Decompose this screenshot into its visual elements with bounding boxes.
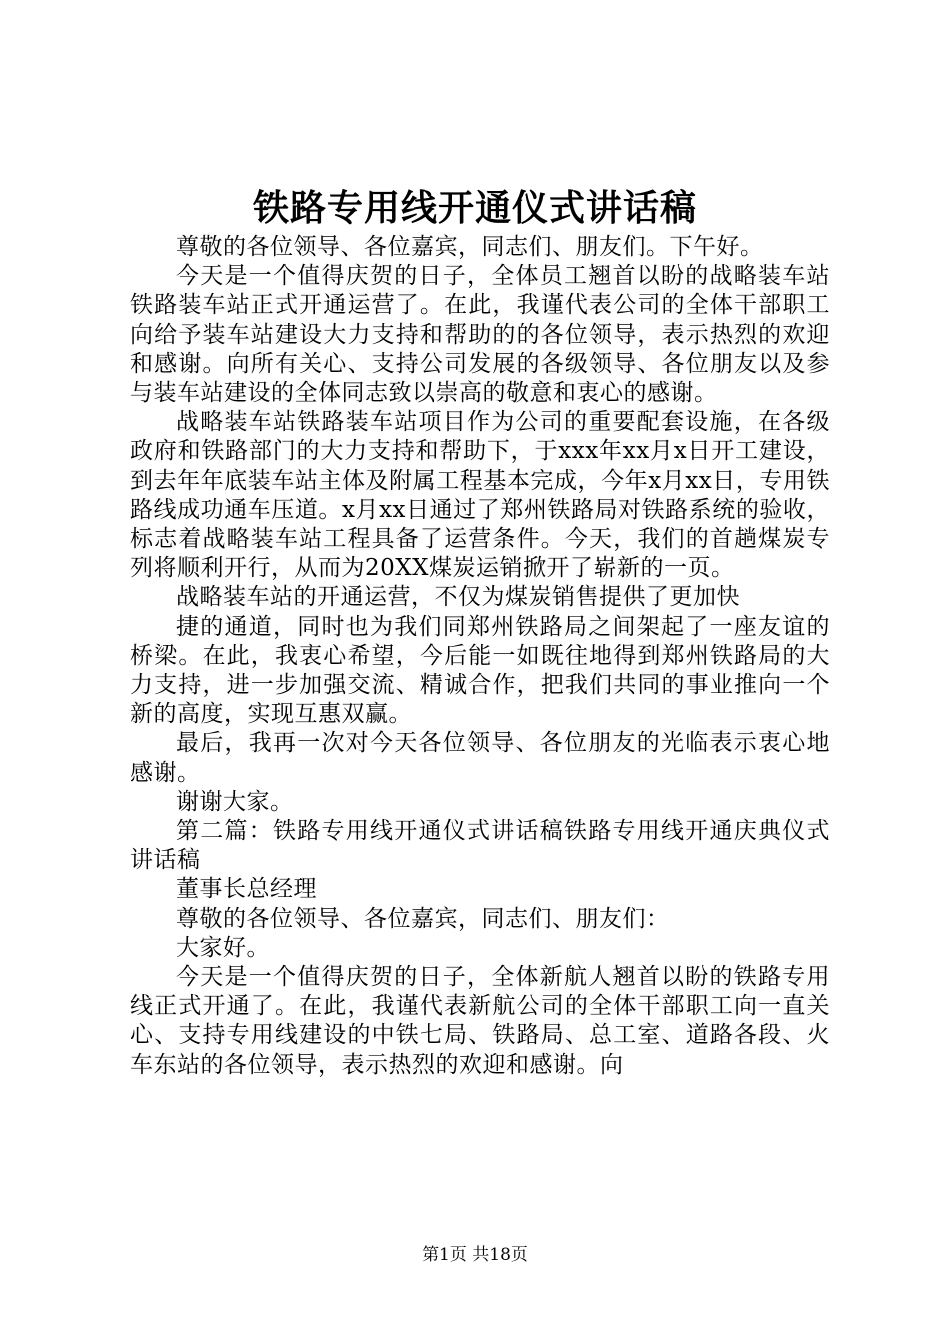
- paragraph-hello: 大家好。: [176, 934, 270, 961]
- paragraph-opening: 今天是一个值得庆贺的日子，全体员工翘首以盼的战略装车站铁路装车站正式开通运营了。在此，我谨代表公司的全体干部职工向给予装车站建设大力支持和帮助的的各位领导，表示热烈的欢迎和感谢。向所有关心、支持公司发展的各级领导、各位朋友以及参与装车站建设的全体同志致以崇高的敬意和衷心的感谢。: [130, 263, 830, 407]
- paragraph-speaker: 董事长总经理: [176, 876, 317, 903]
- document-body: [130, 233, 830, 1080]
- document-title: 铁路专用线开通仪式讲话稿: [252, 187, 697, 229]
- paragraph-second-opening: 今天是一个值得庆贺的日子，全体新航人翘首以盼的铁路专用线正式开通了。在此，我谨代表新航公司的全体干部职工向一直关心、支持专用线建设的中铁七局、铁路局、总工室、道路各段、火车东站的各位领导，表示热烈的欢迎和感谢。向: [130, 964, 830, 1078]
- paragraph-thank-all: 谢谢大家。: [176, 788, 294, 815]
- page-indicator: 第1页 共18页: [422, 1245, 528, 1265]
- paragraph-project: 战略装车站铁路装车站项目作为公司的重要配套设施，在各级政府和铁路部门的大力支持和帮助下，于xxx年xx月x日开工建设，到去年年底装车站主体及附属工程基本完成，今年x月xx日，专用铁路线成功通车压道。x月xx日通过了郑州铁路局对铁路系统的验收，标志着战略装车站工程具备了运营条件。今天，我们的首趟煤炭专列将顺利开行，从而为20XX煤炭运销掀开了崭新的一页。: [130, 409, 830, 582]
- paragraph-second-article-heading: 第二篇：铁路专用线开通仪式讲话稿铁路专用线开通庆典仪式讲话稿: [130, 818, 830, 874]
- paragraph-significance-cont: 捷的通道，同时也为我们同郑州铁路局之间架起了一座友谊的桥梁。在此，我衷心希望，今后能一如既往地得到郑州铁路局的大力支持，进一步加强交流、精诚合作，把我们共同的事业推向一个新的高度，实现互惠双赢。: [130, 613, 830, 728]
- paragraph-closing-thanks: 最后，我再一次对今天各位领导、各位朋友的光临表示衷心地感谢。: [130, 730, 830, 786]
- page-number-footer: [0, 1244, 950, 1266]
- paragraph-greeting: 尊敬的各位领导、各位嘉宾，同志们、朋友们。下午好。: [176, 234, 764, 260]
- paragraph-second-greeting: 尊敬的各位领导、各位嘉宾，同志们、朋友们：: [176, 905, 670, 932]
- paragraph-significance-start: 战略装车站的开通运营，不仅为煤炭销售提供了更加快: [176, 584, 740, 611]
